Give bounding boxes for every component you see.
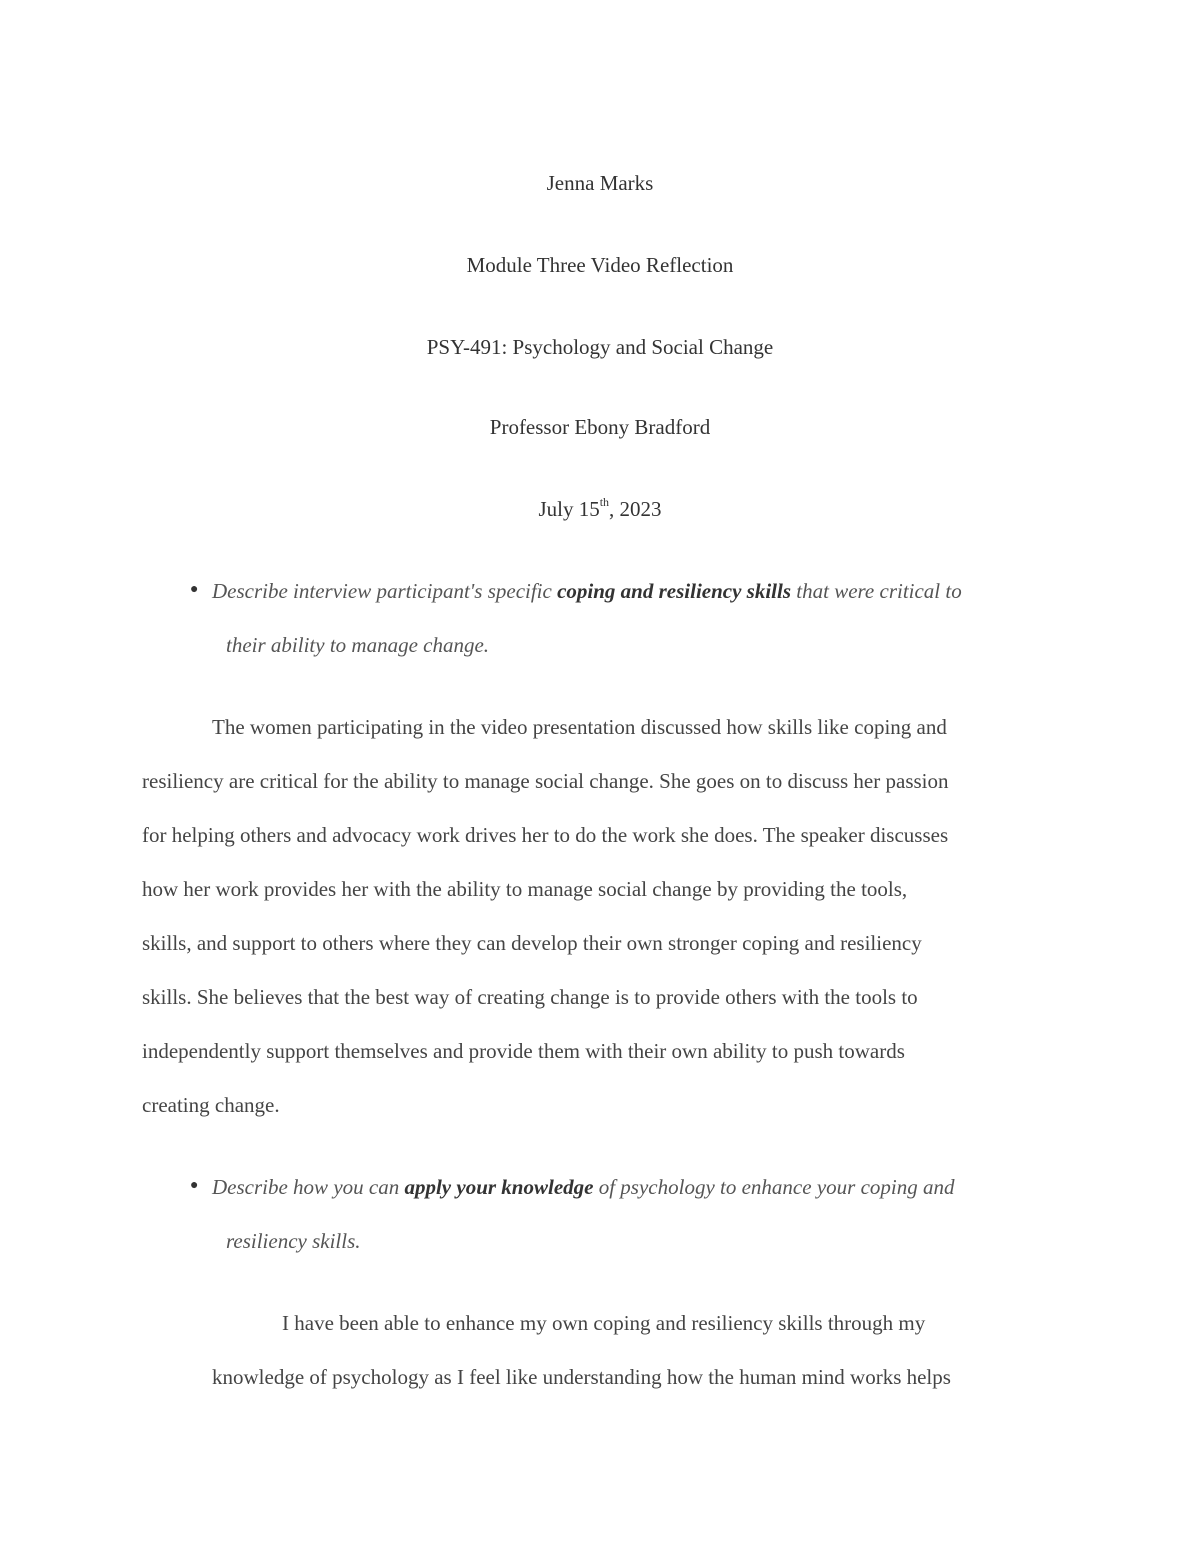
prompt-2-text-b: of psychology to enhance your coping and — [593, 1175, 955, 1199]
paragraph-1-line: how her work provides her with the ability to manage social change by providing the tools, — [142, 877, 908, 901]
paragraph-1-line: skills. She believes that the best way of creating change is to provide others with the tools to — [142, 985, 918, 1009]
prompt-2-line-2: resiliency skills. — [226, 1229, 361, 1253]
prompt-2-bold-text: apply your knowledge — [404, 1175, 594, 1199]
paragraph-1-line: independently support themselves and provide them with their own ability to push towards — [142, 1039, 905, 1063]
paragraph-1-line: for helping others and advocacy work drives her to do the work she does. The speaker discusses — [142, 823, 949, 847]
prompt-2-line-1 — [212, 1172, 954, 1202]
date — [0, 494, 1200, 524]
course-name: PSY-491: Psychology and Social Change — [426, 335, 774, 359]
prompt-1-line-2: their ability to manage change. — [226, 633, 490, 657]
prompt-1-line-1 — [212, 576, 962, 606]
professor-name: Professor Ebony Bradford — [489, 415, 711, 439]
date-month-day: July 15 — [538, 497, 600, 521]
author-name: Jenna Marks — [546, 171, 654, 195]
prompt-1-bold-text: coping and resiliency skills — [557, 579, 792, 603]
paragraph-1-line: skills, and support to others where they can develop their own stronger coping and resiliency — [142, 931, 922, 955]
assignment-title: Module Three Video Reflection — [466, 253, 734, 277]
date-suffix: th — [599, 495, 610, 509]
paragraph-2-line: knowledge of psychology as I feel like understanding how the human mind works helps — [212, 1365, 951, 1389]
paragraph-2-line: I have been able to enhance my own coping and resiliency skills through my — [282, 1311, 926, 1335]
prompt-2-text-a: Describe how you can — [212, 1175, 405, 1199]
prompt-1-text-b: that were critical to — [791, 579, 962, 603]
bullet-icon: ● — [190, 582, 199, 597]
date-year: , 2023 — [609, 497, 662, 521]
bullet-icon: ● — [190, 1178, 199, 1193]
paragraph-1-line: The women participating in the video presentation discussed how skills like coping and — [212, 715, 947, 739]
paragraph-1-line: resiliency are critical for the ability to manage social change. She goes on to discuss her passion — [142, 769, 949, 793]
paragraph-1-line: creating change. — [142, 1093, 280, 1117]
prompt-1-text-a: Describe interview participant's specific — [212, 579, 558, 603]
